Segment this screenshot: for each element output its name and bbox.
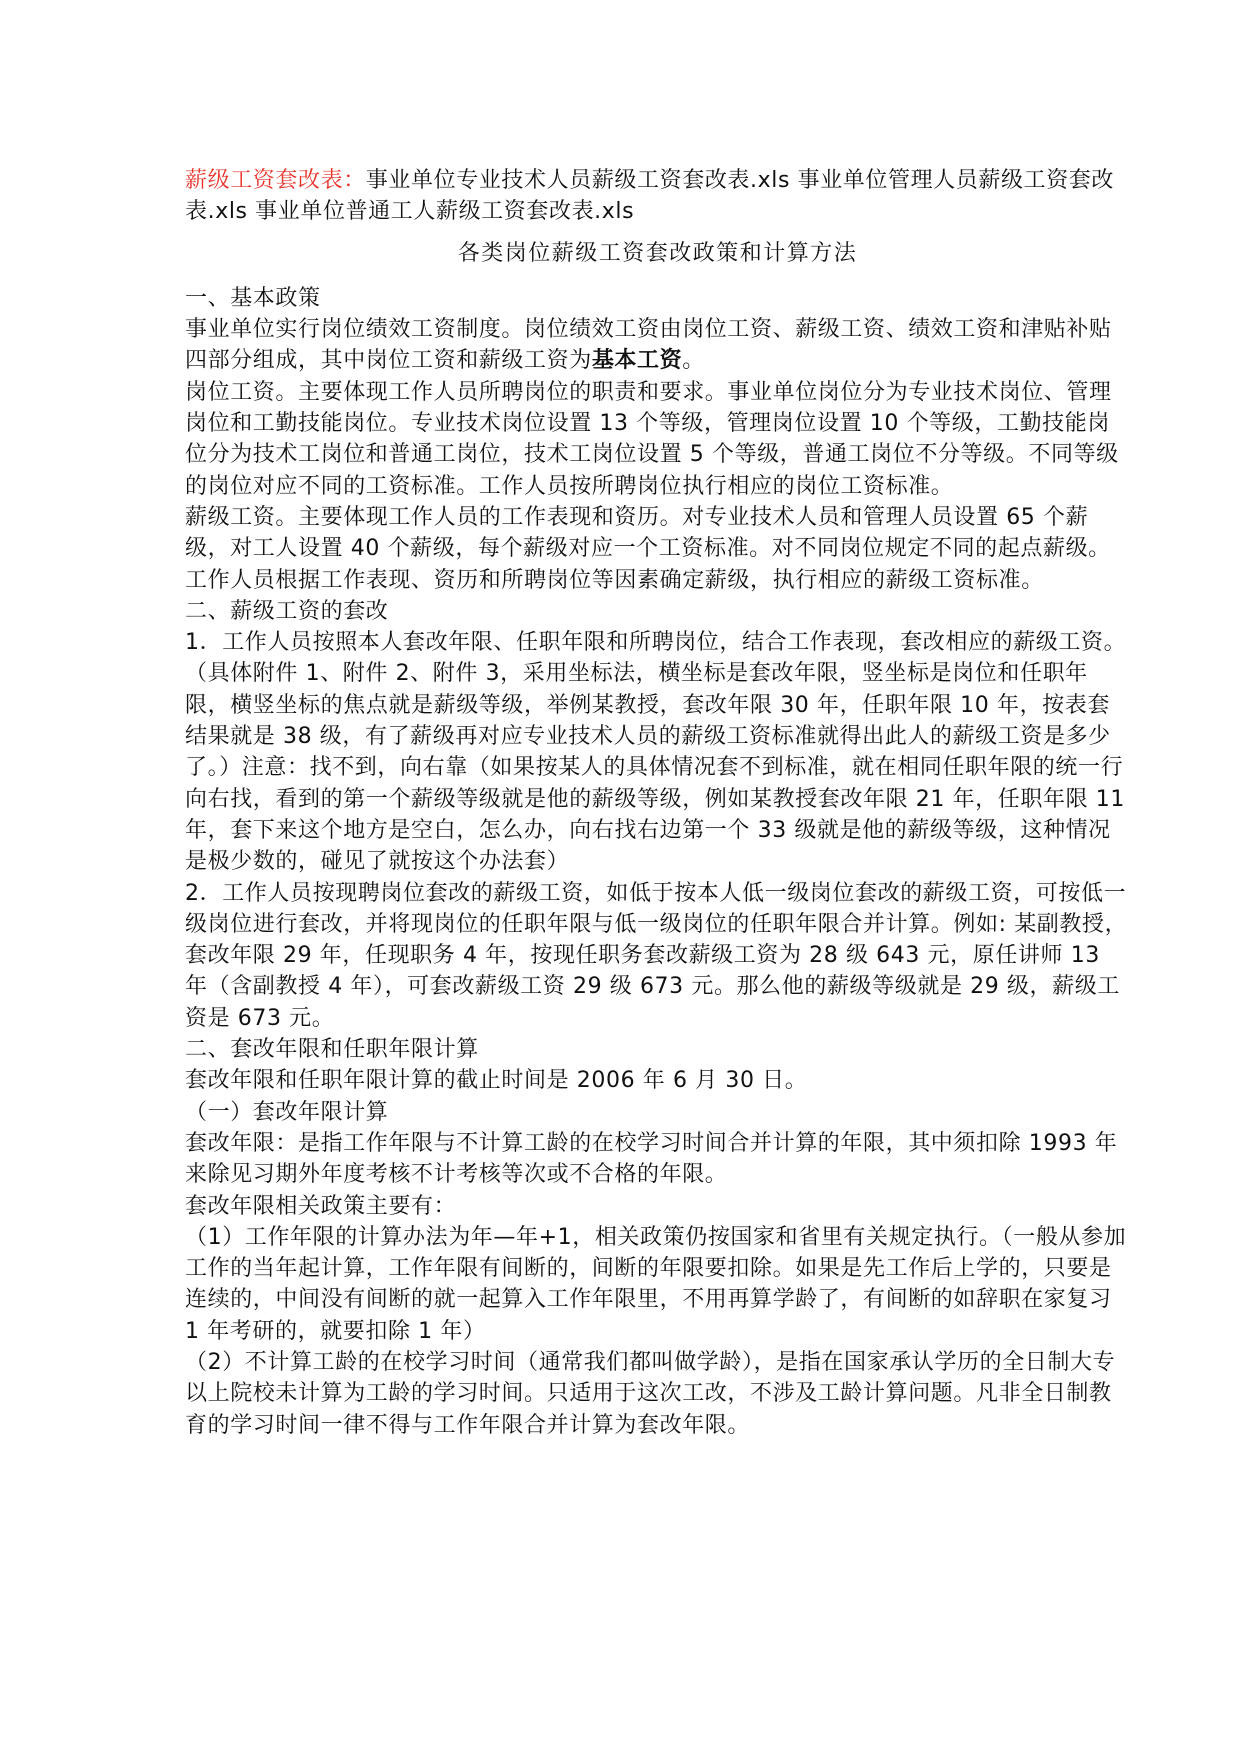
paragraph-basic-3: 薪级工资。主要体现工作人员的工作表现和资历。对专业技术人员和管理人员设置 65 个薪级，对工人设置 40 个薪级，每个薪级对应一个工资标准。对不同岗位规定不同的起点薪级。工作人员根据工作表现、资历和所聘岗位等因素确定薪级，执行相应的薪级工资标准。 [185,504,1111,593]
section-heading-reform: 二、薪级工资的套改 [185,598,389,624]
section-heading-years: 二、套改年限和任职年限计算 [185,1037,479,1063]
paragraph-basic-1 [185,314,1130,377]
section-heading-basic: 一、基本政策 [185,285,321,311]
document-title: 各类岗位薪级工资套改政策和计算方法 [457,240,858,266]
header-label: 薪级工资套改表： [185,168,366,193]
paragraph-years-4: （1）工作年限的计算办法为年—年+1，相关政策仍按国家和省里有关规定执行。（一般从参加工作的当年起计算，工作年限有间断的，间断的年限要扣除。如果是先工作后上学的，只要是连续的，中间没有间断的就一起算入工作年限里，不用再算学龄了，有间断的如辞职在家复习 1 年考研的，就要扣除 1 年） [185,1224,1127,1344]
document-page [185,165,1130,1441]
paragraph-reform-2: （具体附件 1、附件 2、附件 3，采用坐标法，横坐标是套改年限，竖坐标是岗位和任职年限，横竖坐标的焦点就是薪级等级，举例某教授，套改年限 30 年，任职年限 10 年，按表套结果就是 38 级，有了薪级再对应专业技术人员的薪级工资标准就得出此人的薪级工资是多少了。）注意：找不到，向右靠（如果按某人的具体情况套不到标准，就在相同任职年限的统一行向右找，看到的第一个薪级等级就是他的薪级等级，例如某教授套改年限 21 年，任职年限 11 年，套下来这个地方是空白，怎么办，向右找右边第一个 33 级就是他的薪级等级，这种情况是极少数的，碰见了就按这个办法套） [185,661,1125,875]
header-line [185,165,1130,228]
paragraph-reform-1: 1．工作人员按照本人套改年限、任职年限和所聘岗位，结合工作表现，套改相应的薪级工资。 [185,630,1127,656]
paragraph-years-5: （2）不计算工龄的在校学习时间（通常我们都叫做学龄），是指在国家承认学历的全日制大专以上院校未计算为工龄的学习时间。只适用于这次工改，不涉及工龄计算问题。凡非全日制教育的学习时间一律不得与工作年限合并计算为套改年限。 [185,1349,1116,1438]
paragraph-years-2: 套改年限：是指工作年限与不计算工龄的在校学习时间合并计算的年限，其中须扣除 1993 年来除见习期外年度考核不计考核等次或不合格的年限。 [185,1130,1118,1188]
paragraph-years-3: 套改年限相关政策主要有： [185,1193,457,1219]
bold-term: 基本工资 [591,348,683,374]
header-file-links[interactable]: 事业单位专业技术人员薪级工资套改表.xls 事业单位管理人员薪级工资套改表.xls 事业单位普通工人薪级工资套改表.xls [185,168,1114,225]
paragraph-text: 。 [682,348,705,374]
subheading-years-1: （一）套改年限计算 [185,1099,389,1125]
paragraph-reform-3: 2．工作人员按现聘岗位套改的薪级工资，如低于按本人低一级岗位套改的薪级工资，可按低一级岗位进行套改，并将现岗位的任职年限与低一级岗位的任职年限合并计算。例如: 某副教授，套改年限 29 年，任现职务 4 年，按现任职务套改薪级工资为 28 级 643 元，原任讲师 13 年（含副教授 4 年），可套改薪级工资 29 级 673 元。那么他的薪级等级就是 29 级，薪级工资是 673 元。 [185,880,1128,1031]
paragraph-years-1: 套改年限和任职年限计算的截止时间是 2006 年 6 月 30 日。 [185,1068,808,1094]
paragraph-text: 事业单位实行岗位绩效工资制度。岗位绩效工资由岗位工资、薪级工资、绩效工资和津贴补贴四部分组成，其中岗位工资和薪级工资为 [185,317,1112,374]
paragraph-basic-2: 岗位工资。主要体现工作人员所聘岗位的职责和要求。事业单位岗位分为专业技术岗位、管理岗位和工勤技能岗位。专业技术岗位设置 13 个等级，管理岗位设置 10 个等级，工勤技能岗位分为技术工岗位和普通工岗位，技术工岗位设置 5 个等级，普通工岗位不分等级。不同等级的岗位对应不同的工资标准。工作人员按所聘岗位执行相应的岗位工资标准。 [185,379,1119,499]
